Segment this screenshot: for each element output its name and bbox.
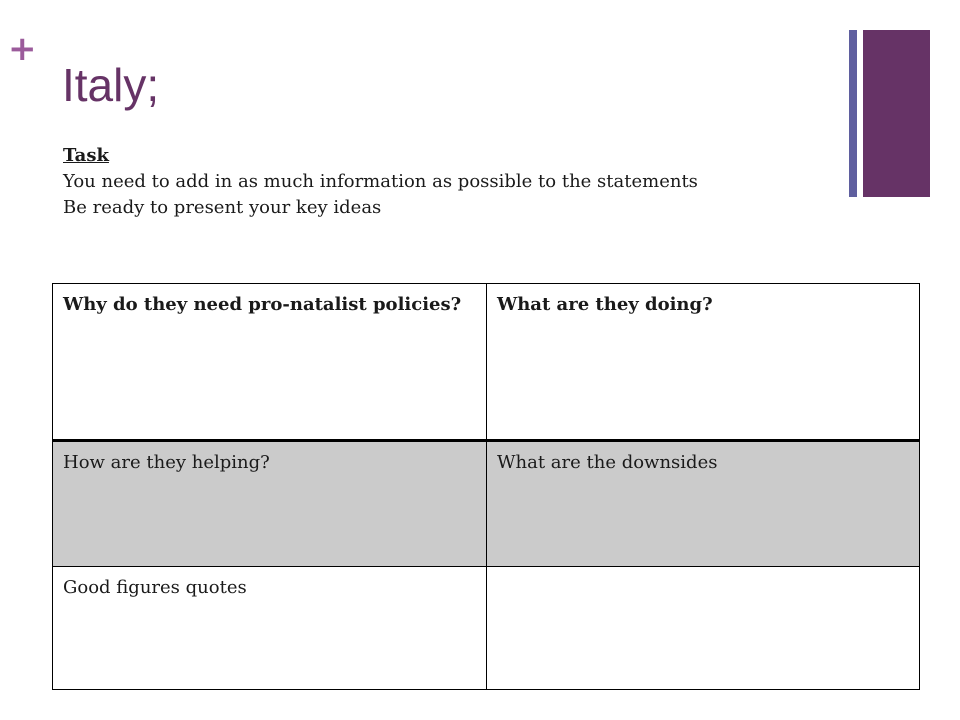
task-heading: Task xyxy=(63,145,109,166)
cell-how-helping[interactable]: How are they helping? xyxy=(53,441,487,567)
slide-title: Italy; xyxy=(62,59,160,111)
cell-downsides[interactable]: What are the downsides xyxy=(487,441,920,567)
plus-bullet-icon: + xyxy=(8,29,37,69)
cell-why-pro-natalist[interactable]: Why do they need pro-natalist policies? xyxy=(53,284,487,441)
instructions-block xyxy=(63,143,843,221)
decorative-bar-thick xyxy=(863,30,930,197)
table-row xyxy=(53,441,920,567)
cell-empty[interactable] xyxy=(487,567,920,690)
instruction-line-1: You need to add in as much information as possible to the statements xyxy=(63,171,698,192)
instruction-line-2: Be ready to present your key ideas xyxy=(63,197,382,218)
decorative-bar-thin xyxy=(849,30,857,197)
table-row xyxy=(53,284,920,441)
table-row xyxy=(53,567,920,690)
cell-what-doing[interactable]: What are they doing? xyxy=(487,284,920,441)
cell-good-figures-quotes[interactable]: Good figures quotes xyxy=(53,567,487,690)
worksheet-table xyxy=(52,283,920,690)
